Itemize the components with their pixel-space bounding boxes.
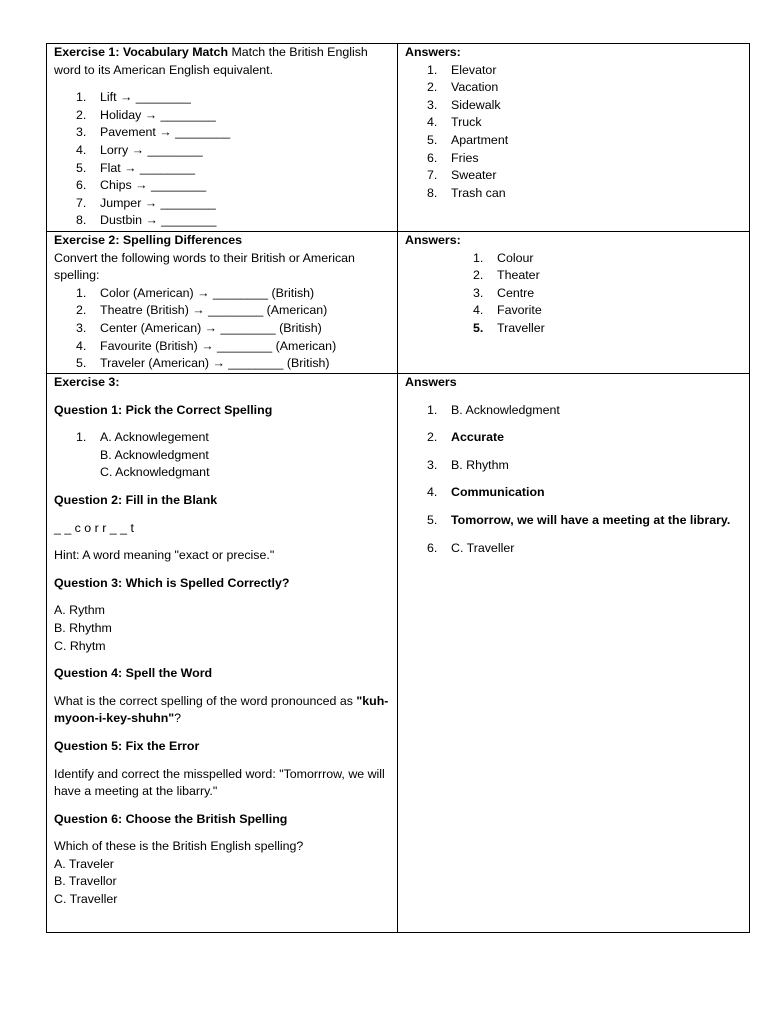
list-item: 3. Pavement → ________: [76, 125, 231, 140]
question-5-text: Identify and correct the misspelled word: "Tomorrrow, we will have a meeting at the libarry.": [54, 766, 385, 799]
exercise-1-answers-list: [405, 62, 743, 203]
list-item: 1. A. Acknowlegement: [76, 430, 209, 445]
exercise-2-row: [47, 232, 750, 374]
question-3-option-c: C. Rhytm: [54, 638, 106, 653]
list-item: 3. Sidewalk: [427, 97, 501, 112]
exercise-1-title: Exercise 1: Vocabulary Match: [54, 45, 229, 59]
exercise-2-answers-cell: [398, 232, 750, 374]
exercise-1-list: [54, 89, 391, 230]
question-5-title: Question 5: Fix the Error: [54, 738, 200, 753]
question-3-option-a: A. Rythm: [54, 603, 105, 618]
exercise-1-answers-title: Answers:: [405, 45, 461, 59]
list-item: 4. Favourite (British) → ________ (American): [76, 338, 337, 353]
exercise-2-cell: [47, 232, 398, 374]
list-item: 6. C. Traveller: [427, 540, 515, 555]
question-3-option-b: B. Rhythm: [54, 620, 112, 635]
list-item: 6. Chips → ________: [76, 178, 207, 193]
question-6-option-b: B. Travellor: [54, 874, 117, 889]
question-1-option-b: B. Acknowledgment: [100, 447, 209, 462]
list-item: 4. Communication: [427, 485, 545, 500]
list-item: 5. Flat → ________: [76, 160, 196, 175]
list-item: 3. Centre: [473, 285, 535, 300]
exercise-1-heading: [54, 44, 391, 79]
list-item: 8. Dustbin → ________: [76, 213, 217, 228]
list-item: 4. Lorry → ________: [76, 142, 203, 157]
question-6-option-c: C. Traveller: [54, 892, 118, 907]
list-item: 7. Jumper → ________: [76, 195, 216, 210]
list-item: 6. Fries: [427, 150, 479, 165]
question-1-option-c: C. Acknowledgmant: [100, 465, 210, 480]
question-2-hint: Hint: A word meaning "exact or precise.": [54, 548, 275, 563]
list-item: 3. B. Rhythm: [427, 457, 509, 472]
question-1-options: [54, 429, 391, 447]
list-item: 1. Lift → ________: [76, 90, 191, 105]
exercise-3-answers-cell: [398, 374, 750, 933]
list-item: 5. Traveller: [473, 320, 545, 335]
list-item: 1. Color (American) → ________ (British): [76, 285, 315, 300]
list-item: 2. Holiday → ________: [76, 107, 216, 122]
list-item: 2. Accurate: [427, 430, 505, 445]
question-6-text: Which of these is the British English spelling?: [54, 839, 304, 854]
exercise-1-instruction: Match the British English word to its American English equivalent.: [54, 45, 368, 77]
list-item: 1. Elevator: [427, 62, 497, 77]
list-item: 5. Tomorrow, we will have a meeting at the library.: [427, 512, 731, 527]
list-item: 2. Theatre (British) → ________ (American): [76, 303, 328, 318]
exercise-2-answers-title: Answers:: [405, 233, 461, 247]
exercise-3-answers-list: [405, 402, 743, 558]
exercise-1-row: [47, 44, 750, 232]
question-2-title: Question 2: Fill in the Blank: [54, 492, 218, 507]
question-1-title: Question 1: Pick the Correct Spelling: [54, 402, 273, 417]
list-item: 2. Vacation: [427, 80, 499, 95]
question-2-pattern: _ _ c o r r _ _ t: [54, 520, 134, 535]
list-item: 1. B. Acknowledgment: [427, 402, 560, 417]
list-item: 5. Apartment: [427, 132, 509, 147]
exercise-1-answers-cell: [398, 44, 750, 232]
list-item: 1. Colour: [473, 250, 534, 265]
question-6-option-a: A. Traveler: [54, 856, 114, 871]
list-item: 5. Traveler (American) → ________ (British): [76, 356, 330, 371]
list-item: 4. Favorite: [473, 303, 542, 318]
exercise-1-cell: [47, 44, 398, 232]
question-4-title: Question 4: Spell the Word: [54, 666, 213, 681]
exercise-3-cell: [47, 374, 398, 933]
exercise-3-title: Exercise 3:: [54, 375, 120, 389]
exercise-3-answers-title: Answers: [405, 375, 457, 389]
exercise-3-row: [47, 374, 750, 933]
exercise-2-instruction: Convert the following words to their British or American spelling:: [54, 250, 355, 283]
list-item: 3. Center (American) → ________ (British): [76, 320, 322, 335]
exercise-2-list: [54, 285, 391, 373]
exercise-2-answers-list: [405, 250, 743, 338]
list-item: 8. Trash can: [427, 185, 506, 200]
question-3-title: Question 3: Which is Spelled Correctly?: [54, 575, 290, 590]
list-item: 4. Truck: [427, 115, 482, 130]
list-item: 2. Theater: [473, 268, 540, 283]
exercise-2-title: Exercise 2: Spelling Differences: [54, 233, 243, 247]
worksheet-table: [46, 43, 750, 933]
question-4-text: What is the correct spelling of the word pronounced as "kuh-myoon-i-key-shuhn"?: [54, 693, 389, 726]
list-item: 7. Sweater: [427, 168, 497, 183]
question-6-title: Question 6: Choose the British Spelling: [54, 811, 288, 826]
